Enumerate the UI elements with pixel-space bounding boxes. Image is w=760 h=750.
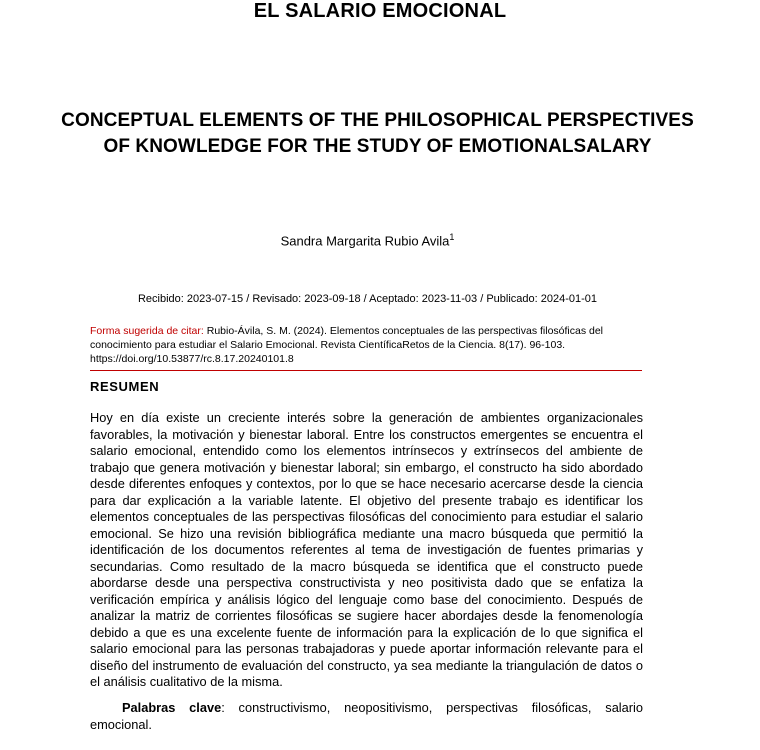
citation-label: Forma sugerida de citar: [90, 325, 204, 337]
section-divider [90, 370, 642, 371]
author-line [0, 228, 735, 250]
citation-text: Rubio-Ávila, S. M. (2024). Elementos conceptuales de las perspectivas filosóficas del conocimiento para estudiar el Salario Emocional. Revista CientíficaRetos de la Ciencia. 8(17). 96-103. https://doi.org/10.53877/rc.8.17.20240101.8 [90, 325, 604, 365]
running-title: EL SALARIO EMOCIONAL [253, 0, 507, 22]
keywords-text: : constructivismo, neopositivismo, perspectivas filosóficas, salario emocional. [90, 700, 643, 732]
suggested-citation [90, 324, 642, 366]
author-affiliation-marker: 1 [449, 232, 455, 242]
abstract-heading: RESUMEN [90, 379, 160, 394]
keywords-line [90, 700, 643, 733]
keywords-label: Palabras clave [122, 700, 222, 715]
article-title-english: CONCEPTUAL ELEMENTS OF THE PHILOSOPHICAL PERSPECTIVES OF KNOWLEDGE FOR THE STUDY OF EMOTIONALSALARY [61, 110, 694, 157]
publication-dates: Recibido: 2023-07-15 / Revisado: 2023-09-18 / Aceptado: 2023-11-03 / Publicado: 2024-01-01 [137, 293, 598, 305]
author-name: Sandra Margarita Rubio Avila [280, 233, 450, 249]
abstract-body: Hoy en día existe un creciente interés sobre la generación de ambientes organizacionales favorables, la motivación y bienestar laboral. Entre los constructos emergentes se encuentra el salario emocional, entendido como los elementos intrínsecos y extrínsecos del ambiente de trabajo que genera motivación y bienestar laboral; sin embargo, el constructo ha sido abordado desde diferentes enfoques y contextos, por lo que se hace necesario acercarse desde la ciencia para dar explicación a la variable latente. El objetivo del presente trabajo es identificar los elementos conceptuales de las perspectivas filosóficas del conocimiento para estudiar el salario emocional. Se hizo una revisión bibliográfica mediante una macro búsqueda que permitió la identificación de los documentos referentes al tema de investigación de fuentes primarias y secundarias. Como resultado de la macro búsqueda se identifica que el constructo puede abordarse desde una perspectiva constructivista y neo positivista dado que se enfatiza la verificación empírica y análisis lógico del lenguaje como base del conocimiento. Después de analizar la matriz de corrientes filosóficas se sugiere hacer abordajes desde la fenomenología debido a que es una excelente fuente de información para la explicación de lo que significa el salario emocional para las personas trabajadoras y puede aportar información relevante para el diseño del instrumento de evaluación del constructo, ya sea mediante la triangulación de datos o el análisis cualitativo de la misma. [90, 410, 643, 689]
